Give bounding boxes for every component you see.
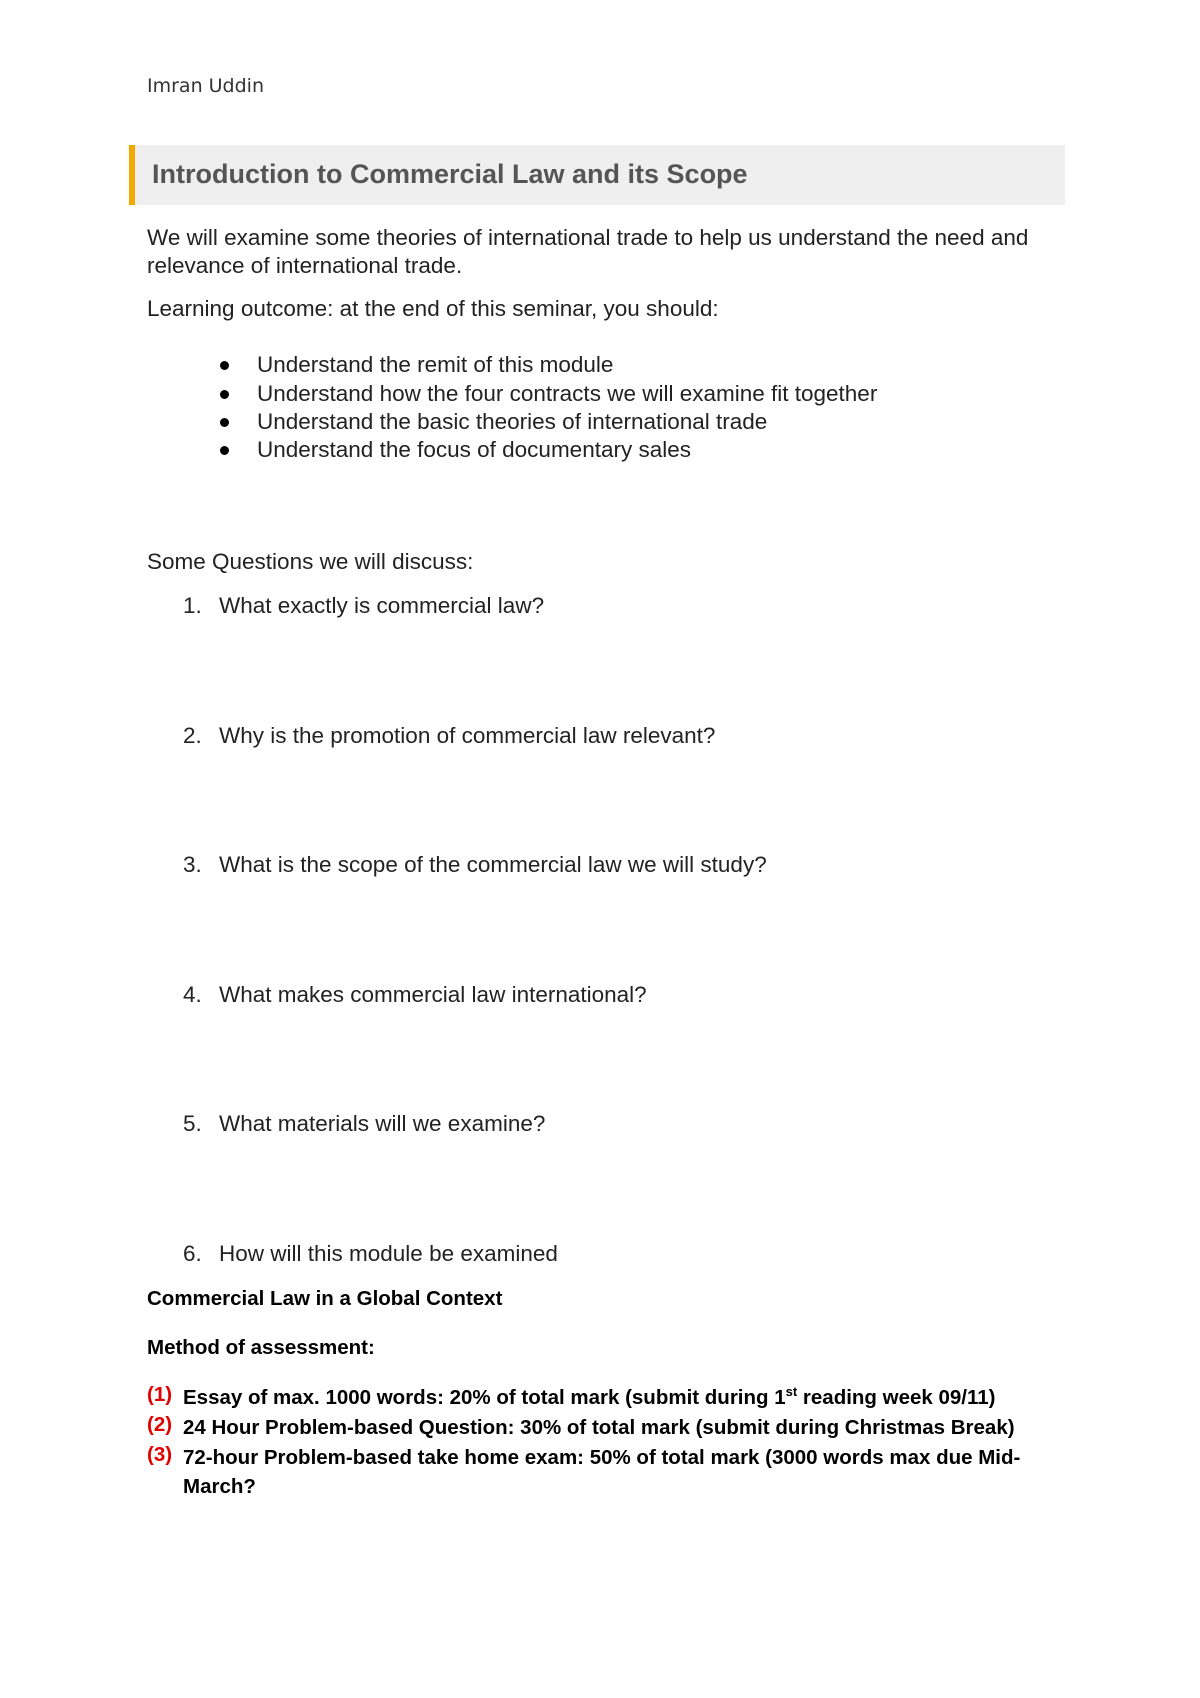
bullet-icon xyxy=(220,418,229,427)
list-item: Understand the focus of documentary sales xyxy=(257,437,691,463)
module-title: Commercial Law in a Global Context xyxy=(147,1287,503,1310)
list-item: Understand the remit of this module xyxy=(257,352,613,378)
assessment-method-label: Method of assessment: xyxy=(147,1336,375,1359)
list-item: Understand the basic theories of international trade xyxy=(257,409,767,435)
bullet-icon xyxy=(220,361,229,370)
bullet-icon xyxy=(220,390,229,399)
section-heading xyxy=(129,145,1065,205)
bullet-icon xyxy=(220,446,229,455)
author-name: Imran Uddin xyxy=(147,75,264,97)
list-item: Understand how the four contracts we will examine fit together xyxy=(257,381,877,407)
questions-label: Some Questions we will discuss: xyxy=(147,549,474,574)
learning-outcome-label: Learning outcome: at the end of this seminar, you should: xyxy=(147,296,719,321)
section-heading-title: Introduction to Commercial Law and its Scope xyxy=(152,159,748,189)
intro-paragraph: We will examine some theories of international trade to help us understand the need and relevance of international trade. xyxy=(147,225,1029,278)
